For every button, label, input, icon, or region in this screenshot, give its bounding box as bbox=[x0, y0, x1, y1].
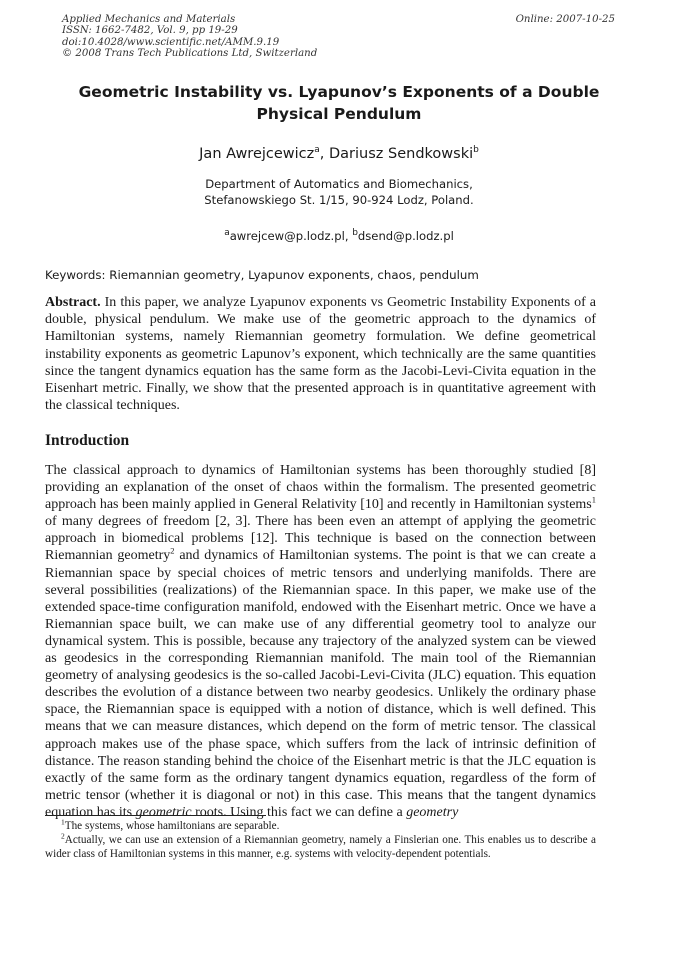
author-name: Jan Awrejcewicz bbox=[199, 145, 315, 162]
keywords-label: Keywords: bbox=[45, 268, 106, 282]
author-separator: , bbox=[319, 145, 329, 162]
journal-name: Applied Mechanics and Materials bbox=[62, 14, 236, 25]
footnote-mark[interactable]: 2 bbox=[170, 545, 175, 556]
author-list bbox=[45, 145, 633, 162]
affiliation-line: Department of Automatics and Biomechanics, bbox=[205, 177, 473, 191]
abstract-label: Abstract. bbox=[45, 295, 101, 310]
affiliation bbox=[45, 177, 633, 208]
footnote-number: 2 bbox=[61, 831, 65, 841]
keywords-text: Riemannian geometry, Lyapunov exponents, chaos, pendulum bbox=[105, 268, 479, 282]
journal-copyright: © 2008 Trans Tech Publications Ltd, Switzerland bbox=[62, 48, 318, 60]
journal-issn: ISSN: 1662-7482, Vol. 9, pp 19-29 bbox=[62, 25, 238, 37]
footnote-divider bbox=[45, 815, 266, 816]
abstract bbox=[45, 294, 596, 414]
journal-doi: doi:10.4028/www.scientific.net/AMM.9.19 bbox=[62, 36, 280, 48]
footnote-mark[interactable]: 1 bbox=[591, 494, 596, 505]
online-date: Online: 2007-10-25 bbox=[515, 14, 615, 25]
paragraph-text: of many degrees of freedom [2, 3]. There has been even an attempt of applying the geometric approach in biomedical problems [12]. This technique is based on the connection between Riemannian geometry bbox=[45, 514, 596, 564]
paragraph-text: The classical approach to dynamics of Hamiltonian systems has been thoroughly studied [8] providing an explanation of the onset of chaos within the formalism. The presented geometric approach has been mainly applied in General Relativity [10] and recently in Hamiltonian systems bbox=[45, 463, 596, 513]
email-address[interactable]: awrejcew@p.lodz.pl bbox=[229, 228, 345, 243]
footnote-text: Actually, we can use an extension of a Riemannian geometry, namely a Finslerian one. This enables us to describe a wider class of Hamiltonian systems in this manner, e.g. systems with velocity-dependent potentials. bbox=[45, 833, 596, 860]
email-address[interactable]: dsend@p.lodz.pl bbox=[357, 228, 454, 243]
paper-title: Geometric Instability vs. Lyapunov’s Exponents of a Double Physical Pendulum bbox=[78, 83, 600, 123]
footnote-text: The systems, whose hamiltonians are separable. bbox=[64, 820, 280, 832]
introduction-paragraph bbox=[45, 462, 596, 821]
footnote bbox=[45, 831, 596, 862]
emphasis-text: geometric bbox=[135, 804, 192, 820]
emphasis-text: geometry bbox=[406, 804, 459, 820]
author-emails bbox=[45, 228, 633, 243]
author-affil-mark: b bbox=[473, 145, 479, 155]
author-affil-mark: a bbox=[314, 145, 320, 155]
footnote-number: 1 bbox=[61, 817, 65, 827]
abstract-text: In this paper, we analyze Lyapunov exponents vs Geometric Instability Exponents of a double, physical pendulum. We make use of the geometric approach to the dynamics of Hamiltonian systems, namely Riemannian geometry formulation. We define geometrical instability exponents as geometric Lapunov’s exponent, which technically are the same quantities since the tangent dynamics equation has the same form as the Jacobi-Levi-Civita equation in the Eisenhart metric. Finally, we show that the presented approach is in quantitative agreement with the classical techniques. bbox=[45, 295, 596, 414]
keywords bbox=[45, 268, 633, 282]
email-mark: a bbox=[224, 228, 230, 238]
affiliation-line: Stefanowskiego St. 1/15, 90-924 Lodz, Poland. bbox=[204, 192, 474, 207]
footnotes bbox=[45, 817, 596, 861]
email-mark: b bbox=[352, 228, 358, 238]
author-name: Dariusz Sendkowski bbox=[329, 145, 474, 162]
journal-header bbox=[62, 14, 615, 60]
section-heading: Introduction bbox=[45, 432, 130, 449]
footnote bbox=[45, 817, 596, 834]
paragraph-text: and dynamics of Hamiltonian systems. The point is that we can create a Riemannian space by special choices of metric tensors and underlying manifolds. There are several possibilities (realizations) of the Riemannian space. In this paper, we make use of the extended space-time configuration manifold, endowed with the Eisenhart metric. Once we have a Riemannian space built, we can make use of any differential geometry tool to analyze our dynamical system. This is possible, because any trajectory of the analyzed system can be viewed as geodesics in the corresponding Riemannian manifold. The main tool of the Riemannian geometry of analysing geodesics is the so-called Jacobi-Levi-Civita (JLC) equation. This equation describes the evolution of a distance between two nearby geodesics. Unlikely the ordinary phase space, the Riemannian space is equipped with a notion of distance, which is well defined. This means that we can measure distances, which depend on the form of metric tensor. The classical approach makes use of the phase space, which suffers from the lack of intrinsic definition of distance. The reason standing behind the choice of the Eisenhart metric is that the JLC equation is exactly of the same form as the ordinary tangent dynamics equation, regardless of the form of metric tensor (whether it is diagonal or not) in this case. This means that the tangent dynamics equation has its bbox=[45, 548, 596, 820]
email-separator: , bbox=[344, 228, 353, 243]
paragraph-text: roots. Using this fact we can define a bbox=[191, 804, 407, 820]
